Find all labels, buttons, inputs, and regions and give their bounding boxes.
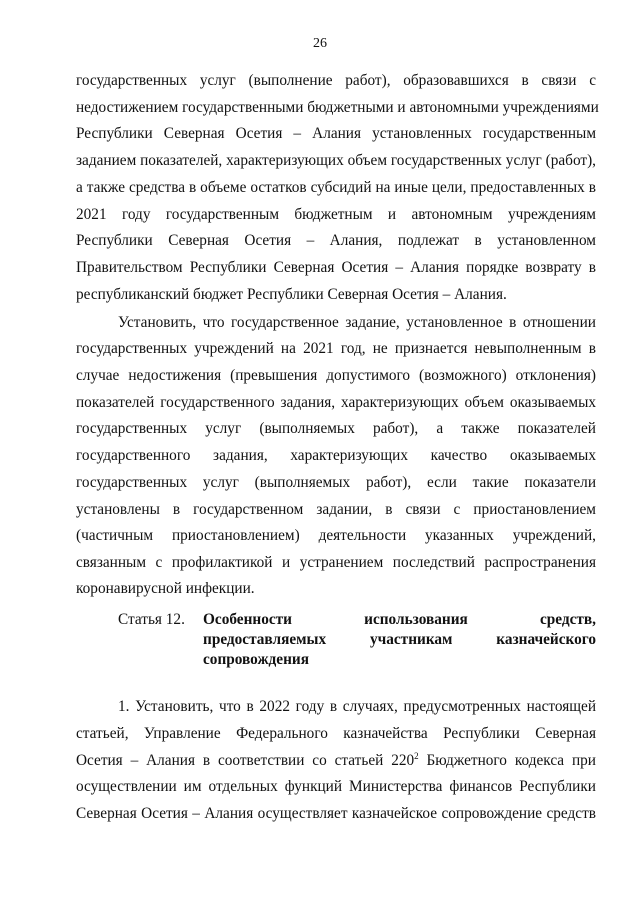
text-line: установлены в государственном задании, в связи с приостановлением: [76, 501, 596, 518]
article-label: Статья 12.: [118, 611, 185, 628]
text-line: Установить, что государственное задание, установленное в отношении: [118, 314, 596, 331]
text-line: республиканский бюджет Республики Северная Осетия – Алания.: [76, 286, 507, 303]
superscript: 2: [414, 750, 419, 761]
text-line: Республики Северная Осетия – Алания установленных государственным: [76, 125, 596, 142]
text-line: осуществлении им отдельных функций Министерства финансов Республики: [76, 778, 596, 795]
text-line: государственных услуг (выполнение работ), образовавшихся в связи с: [76, 72, 596, 89]
text-line: показателей государственного задания, характеризующих объем оказываемых: [76, 394, 596, 411]
text-line: государственных учреждений на 2021 год, не признается невыполненным в: [76, 340, 596, 357]
page-number: 26: [313, 36, 327, 51]
text-line: Республики Северная Осетия – Алания, подлежат в установленном: [76, 232, 596, 249]
text-line: коронавирусной инфекции.: [76, 580, 255, 597]
text-line: 2021 году государственным бюджетным и автономным учреждениям: [76, 206, 596, 223]
text-segment: Осетия – Алания в соответствии со статьей 220: [76, 752, 415, 769]
text-line: случае недостижения (превышения допустимого (возможного) отклонения): [76, 367, 596, 384]
text-line: Северная Осетия – Алания осуществляет казначейское сопровождение средств: [76, 805, 596, 822]
text-line: 1. Установить, что в 2022 году в случаях, предусмотренных настоящей: [118, 698, 596, 715]
text-line: а также средства в объеме остатков субсидий на иные цели, предоставленных в: [76, 179, 596, 196]
text-line: государственных услуг (выполняемых работ), если такие показатели: [76, 474, 596, 491]
article-title-line: сопровождения: [203, 651, 309, 668]
article-title-line: предоставляемых участникам казначейского: [203, 631, 596, 648]
text-line: связанным с профилактикой и устранением последствий распространения: [76, 554, 596, 571]
text-line: Правительством Республики Северная Осетия – Алания порядке возврату в: [76, 259, 596, 276]
text-line-with-superscript: [76, 751, 596, 771]
text-segment: Бюджетного кодекса при: [418, 752, 596, 769]
text-line: недостижением государственными бюджетными и автономными учреждениями: [76, 99, 599, 116]
article-title-line: Особенности использования средств,: [203, 611, 596, 628]
text-line: государственного задания, характеризующих качество оказываемых: [76, 447, 596, 464]
text-line: государственных услуг (выполняемых работ), а также показателей: [76, 420, 596, 437]
text-line: заданием показателей, характеризующих объем государственных услуг (работ),: [76, 152, 596, 169]
text-line: (частичным приостановлением) деятельности указанных учреждений,: [76, 527, 596, 544]
text-line: статьей, Управление Федерального казначейства Республики Северная: [76, 725, 596, 742]
